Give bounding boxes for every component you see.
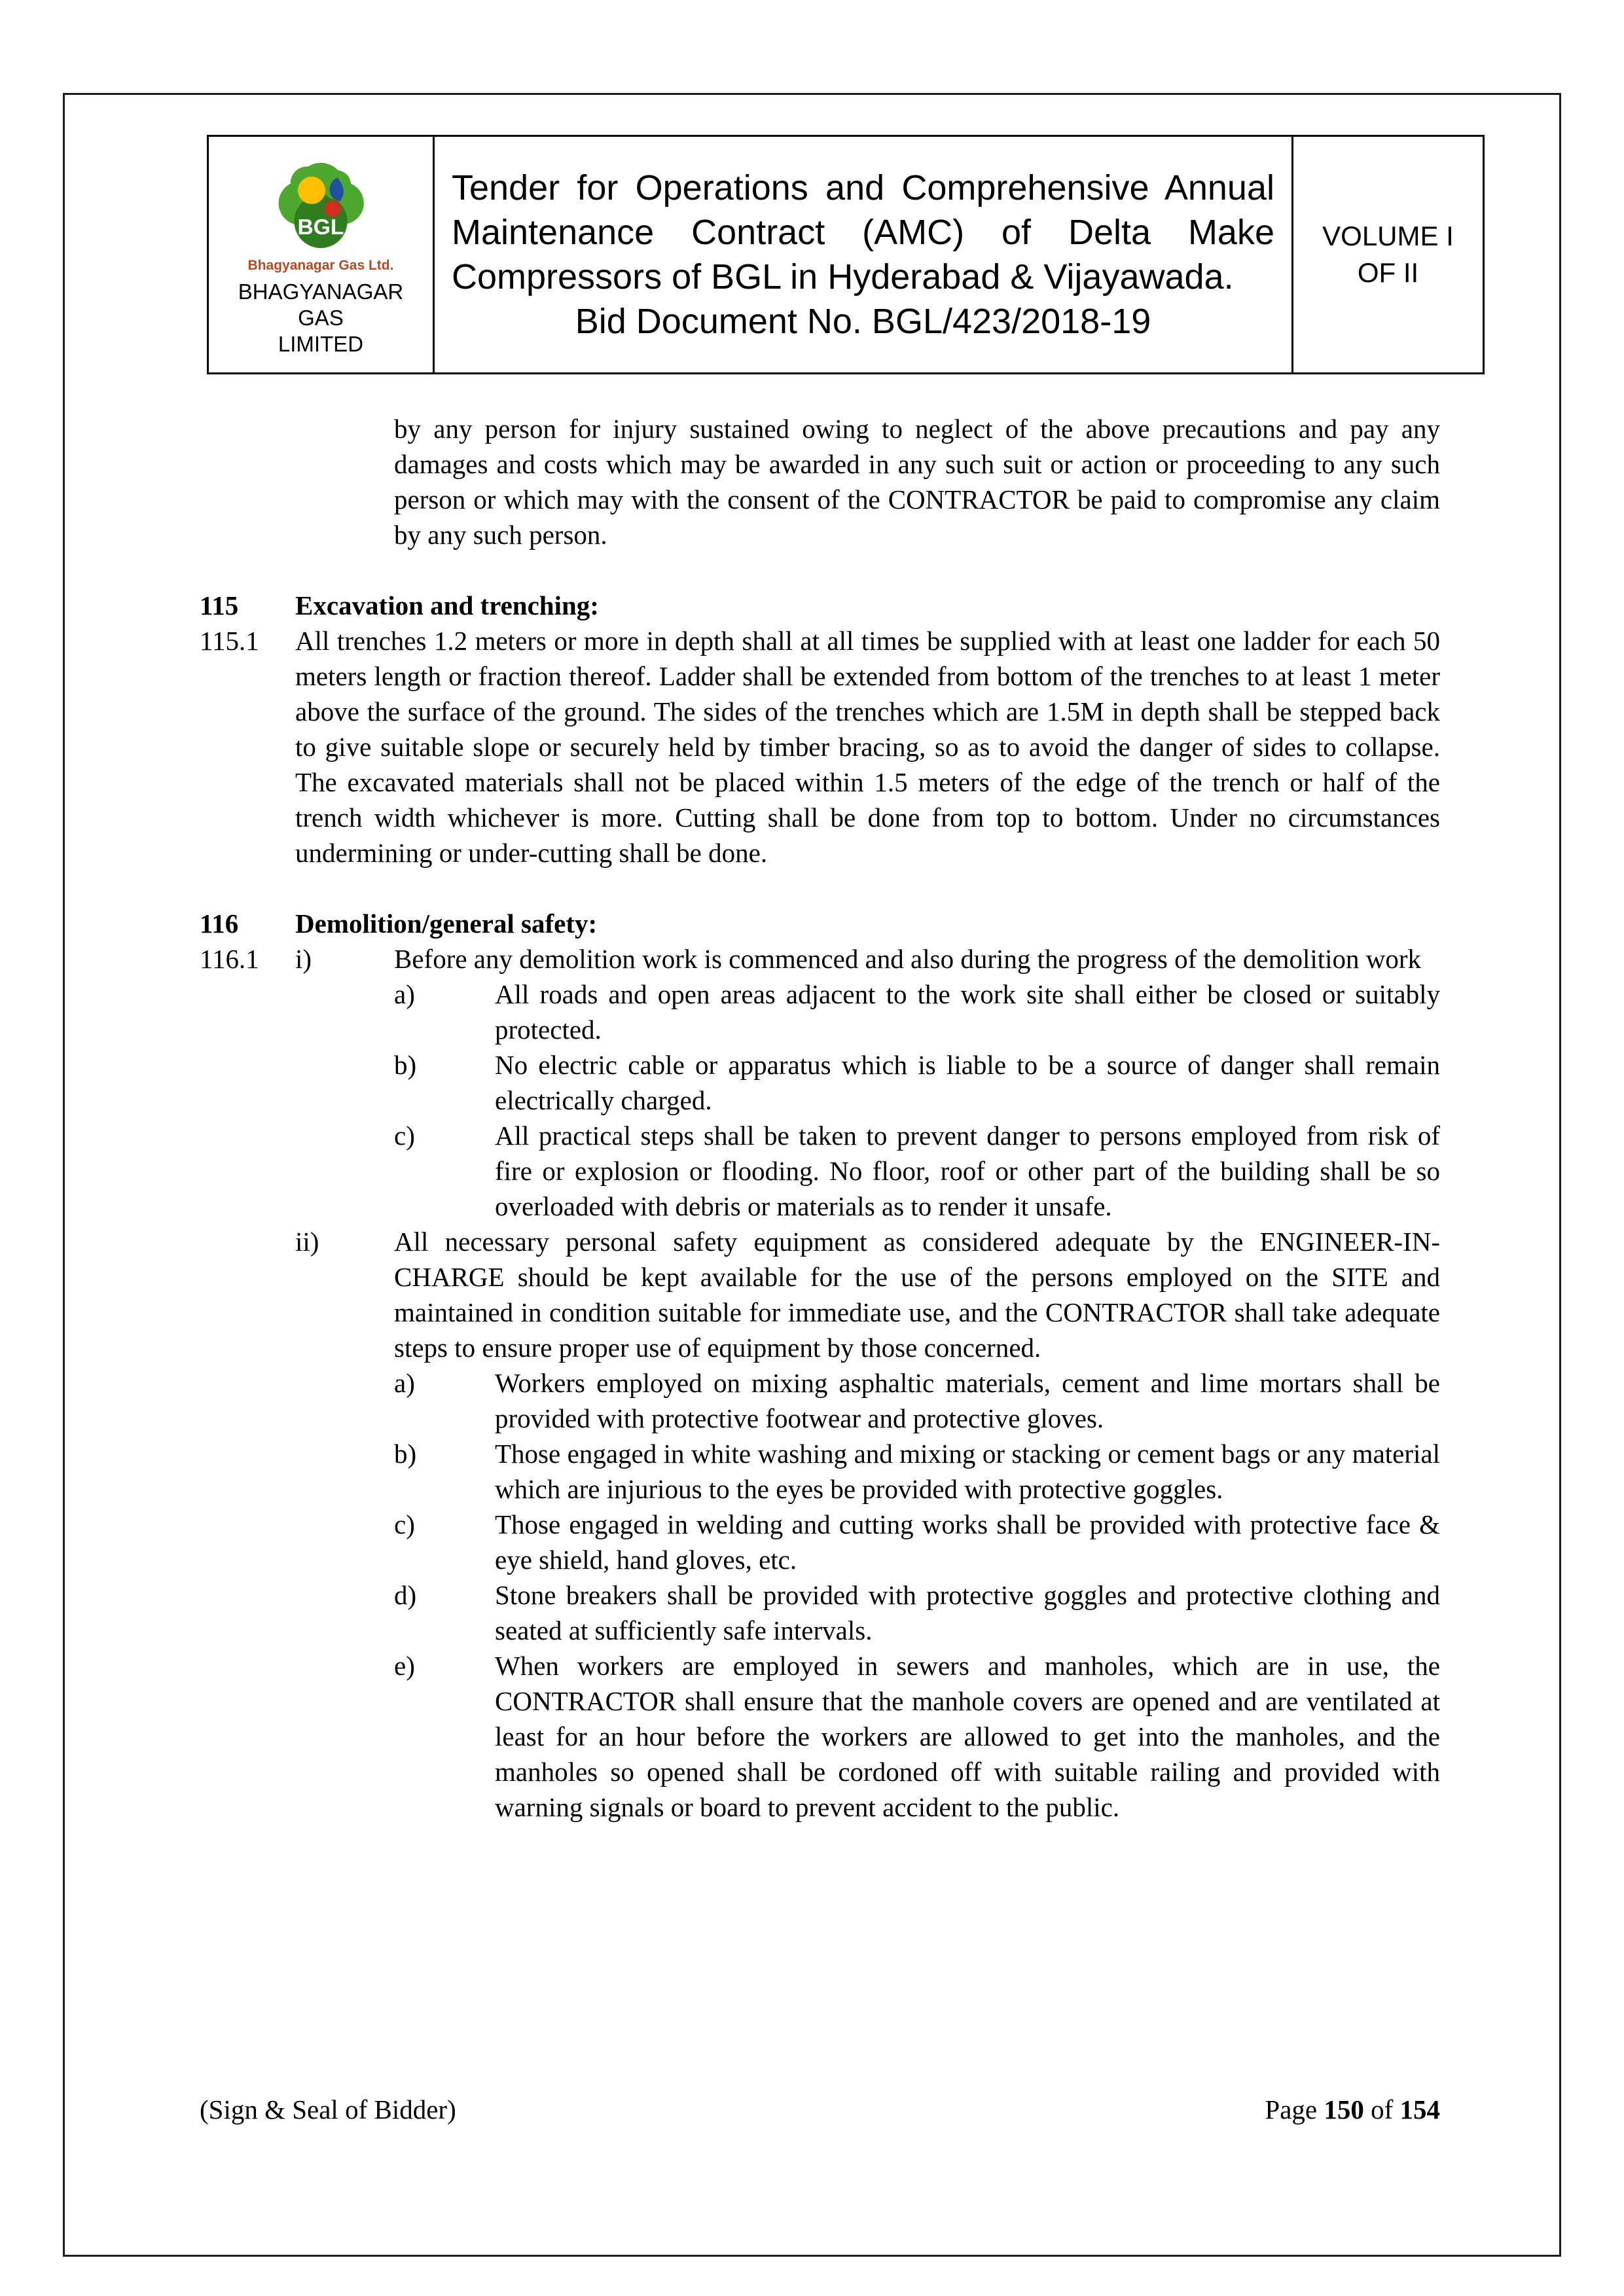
subitem-text: Those engaged in welding and cutting works shall be provided with protective face & eye shield, hand gloves, etc. [495,1509,1440,1575]
subitem-text: All practical steps shall be taken to prevent danger to persons employed from risk of fire or explosion or flooding. No floor, roof or other part of the building shall be so overloaded with debris or materials as to render it unsafe. [495,1121,1440,1221]
page-separator: of [1363,2094,1400,2125]
list-subitem-c [394,1118,1440,1224]
subitem-label: e) [394,1651,415,1681]
subitem-text: All roads and open areas adjacent to the work site shall either be closed or suitably protected. [495,979,1440,1045]
logo-drop-red-icon [325,200,341,217]
page-prefix: Page [1265,2094,1324,2125]
item-label: i) [295,944,312,974]
subitem-label: c) [394,1509,415,1539]
item-text: All necessary personal safety equipment as considered adequate by the ENGINEER-IN-CHARGE should be kept available for the use of the persons employed on the SITE and maintained in condition suitable for immediate use, and the CONTRACTOR shall take adequate steps to ensure proper use of equipment by those concerned. [394,1227,1440,1363]
list-subitem-e [394,1648,1440,1825]
bgl-logo-icon [266,152,376,262]
document-body [200,411,1440,1825]
subitem-label: d) [394,1580,417,1610]
page-total: 154 [1399,2094,1440,2125]
section-number: 115 [200,590,239,620]
item-label: ii) [295,1227,319,1257]
list-subitem-c [394,1507,1440,1577]
page-current: 150 [1324,2094,1364,2125]
list-subitem-a [394,977,1440,1047]
list-subitem-a [394,1365,1440,1436]
logo-cell [209,137,433,372]
clause-number: 115.1 [200,626,259,656]
section-number: 116 [200,908,239,939]
clause-number: 116.1 [200,944,259,974]
section-116-heading [200,906,1440,941]
subitem-text: When workers are employed in sewers and manholes, which are in use, the CONTRACTOR shall ensure that the manhole covers are opened and are ventilated at least for an hour before the workers are allowed to get into the manholes, and the manholes so opened shall be cordoned off with suitable railing and provided with warning signals or board to prevent accident to the public. [495,1651,1440,1822]
clause-text: All trenches 1.2 meters or more in depth shall at all times be supplied with at least one ladder for each 50 meters length or fraction thereof. Ladder shall be extended from bottom of the trenches to at least 1 meter above the surface of the ground. The sides of the trenches which are 1.5M in depth shall be stepped back to give suitable slope or securely held by timber bracing, so as to avoid the danger of sides to collapse. The excavated materials shall not be placed within 1.5 meters of the edge of the trench or half of the trench width whichever is more. Cutting shall be done from top to bottom. Under no circumstances undermining or under-cutting shall be done. [295,626,1440,868]
clause-115-1 [200,623,1440,870]
volume-line2: OF II [1357,257,1419,288]
bid-document-number: Bid Document No. BGL/423/2018-19 [575,302,1151,341]
section-title: Demolition/general safety: [295,908,598,939]
list-subitem-b [394,1436,1440,1507]
subitem-text: Workers employed on mixing asphaltic materials, cement and lime mortars shall be provided with protective footwear and protective gloves. [495,1368,1440,1433]
volume-cell [1291,137,1483,372]
company-name [213,279,429,357]
page-footer [200,2092,1440,2127]
section-title: Excavation and trenching: [295,590,599,620]
title-cell [433,137,1291,372]
subitem-text: Stone breakers shall be provided with protective goggles and protective clothing and seated at sufficiently safe intervals. [495,1580,1440,1645]
company-name-line1: BHAGYANAGAR GAS [238,279,404,330]
subitem-label: b) [394,1439,417,1469]
sign-seal-note: (Sign & Seal of Bidder) [200,2094,456,2125]
list-subitem-b [394,1047,1440,1118]
clause-116-1 [200,941,1440,1825]
page-indicator [1265,2092,1440,2127]
item-text: Before any demolition work is commenced and also during the progress of the demolition work [394,944,1422,974]
tender-title: Tender for Operations and Comprehensive Annual Maintenance Contract (AMC) of Delta Make Compressors of BGL in Hyderabad & Vijayawada. [452,168,1274,296]
list-item-i [295,941,1440,1224]
document-header [207,135,1485,374]
subitem-label: a) [394,979,415,1009]
intro-paragraph: by any person for injury sustained owing to neglect of the above precautions and pay any damages and costs which may be awarded in any such suit or action or proceeding to any such person or which may with the consent of the CONTRACTOR be paid to compromise any claim by any such person. [394,414,1440,550]
subitem-label: b) [394,1050,417,1080]
volume-line1: VOLUME I [1322,221,1454,251]
list-subitem-d [394,1577,1440,1648]
logo-tagline: Bhagyanagar Gas Ltd. [247,258,394,273]
subitem-text: Those engaged in white washing and mixing or stacking or cement bags or any material which are injurious to the eyes be provided with protective goggles. [495,1439,1440,1504]
subitem-text: No electric cable or apparatus which is liable to be a source of danger shall remain electrically charged. [495,1050,1440,1115]
subitem-label: c) [394,1121,415,1151]
logo-sun-icon [298,177,325,204]
section-115-heading [200,588,1440,623]
logo-monogram: BGL [297,215,344,240]
list-item-ii [295,1224,1440,1825]
subitem-label: a) [394,1368,415,1398]
company-name-line2: LIMITED [278,332,364,356]
